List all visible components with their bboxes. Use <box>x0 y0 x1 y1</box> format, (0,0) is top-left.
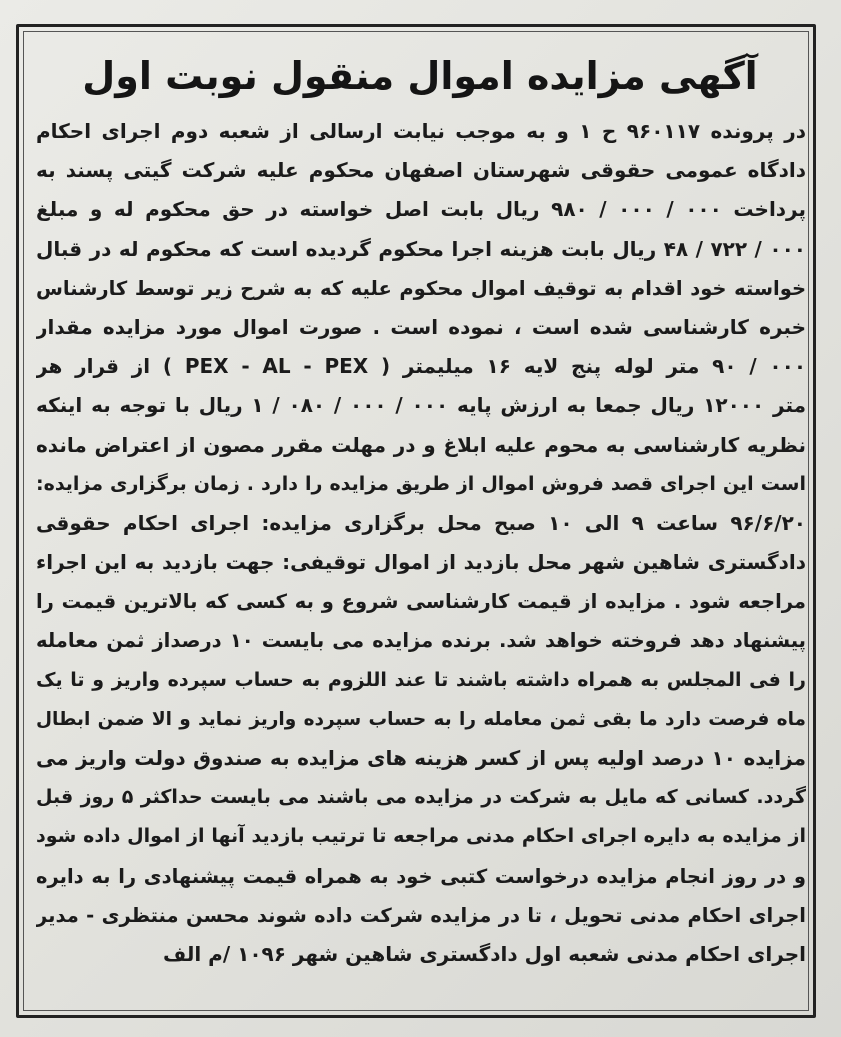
notice-line: ۹۶/۶/۲۰ ساعت ۹ الی ۱۰ صبح محل برگزاری مزایده: اجرای احکام حقوقی <box>36 510 806 535</box>
notice-line: مزایده ۱۰ درصد اولیه پس از کسر هزینه های مزایده به صندوق دولت واریز می <box>36 746 806 770</box>
notice-line: ۰۰۰ / ۷۲۲ / ۴۸ ریال بابت هزینه اجرا محکوم گردیده است که محکوم له در قبال <box>36 236 806 261</box>
notice-line: پیشنهاد دهد فروخته خواهد شد. برنده مزایده می بایست ۱۰ درصداز ثمن معامله <box>36 629 806 653</box>
notice-line: است این اجرای قصد فروش اموال از طریق مزایده را دارد . زمان برگزاری مزایده: <box>36 472 806 495</box>
notice-line: نظریه کارشناسی به محوم علیه ابلاغ و در مهلت مقرر مصون از اعتراض مانده <box>36 432 806 457</box>
notice-line: خواسته خود اقدام به توقیف اموال محکوم علیه که به شرح زیر توسط کارشناس <box>36 276 806 300</box>
notice-line: و در روز انجام مزایده درخواست کتبی خود به همراه قیمت پیشنهادی را به دایره <box>36 864 806 888</box>
notice-body <box>36 112 806 974</box>
notice-line: اجرای احکام مدنی تحویل ، تا در مزایده شرکت داده شوند محسن منتظری - مدیر <box>36 903 806 927</box>
notice-line: ۰۰۰ / ۹۰ متر لوله پنج لایه ۱۶ میلیمتر ( PEX - AL - PEX ) از قرار هر <box>36 354 806 379</box>
notice-line: مراجعه شود . مزایده از قیمت کارشناسی شروع و به کسی که بالاترین قیمت را <box>36 590 806 614</box>
notice-line: گردد. کسانی که مایل به شرکت در مزایده می باشند می بایست حداکثر ۵ روز قبل <box>36 786 806 809</box>
notice-line: از مزایده به دایره اجرای احکام مدنی مراجعه تا ترتیب بازدید آنها از اموال داده شود <box>36 825 806 848</box>
notice-line: دادگستری شاهین شهر محل بازدید از اموال توقیفی: جهت بازدید به این اجراء <box>36 550 806 575</box>
notice-line: ماه فرصت دارد ما بقی ثمن معامله را به حساب سپرده واریز نماید و الا ضمن ابطال <box>36 708 806 730</box>
notice-line: دادگاه عمومی حقوقی شهرستان اصفهان محکوم علیه شرکت گیتی پسند به <box>36 158 806 183</box>
notice-line: متر ۱۲۰۰۰ ریال جمعا به ارزش پایه ۰۰۰ / ۰۰۰ / ۰۸۰ / ۱ ریال با توجه به اینکه <box>36 393 806 418</box>
notice-line: را فی المجلس به همراه داشته باشند تا عند اللزوم به حساب سپرده واریز و تا یک <box>36 668 806 691</box>
notice-title: آگهی مزایده اموال منقول نوبت اول <box>82 54 758 98</box>
notice-line: در پرونده ۹۶۰۱۱۷ ح ۱ و به موجب نیابت ارسالی از شعبه دوم اجرای احکام <box>36 119 806 143</box>
notice-line: پرداخت ۰۰۰ / ۰۰۰ / ۹۸۰ ریال بابت اصل خواسته در حق محکوم له و مبلغ <box>36 197 806 222</box>
notice-signature-line: اجرای احکام مدنی شعبه اول دادگستری شاهین شهر ۱۰۹۶ /م الف <box>163 941 806 966</box>
notice-line: خبره کارشناسی شده است ، نموده است . صورت اموال مورد مزایده مقدار <box>36 314 806 339</box>
